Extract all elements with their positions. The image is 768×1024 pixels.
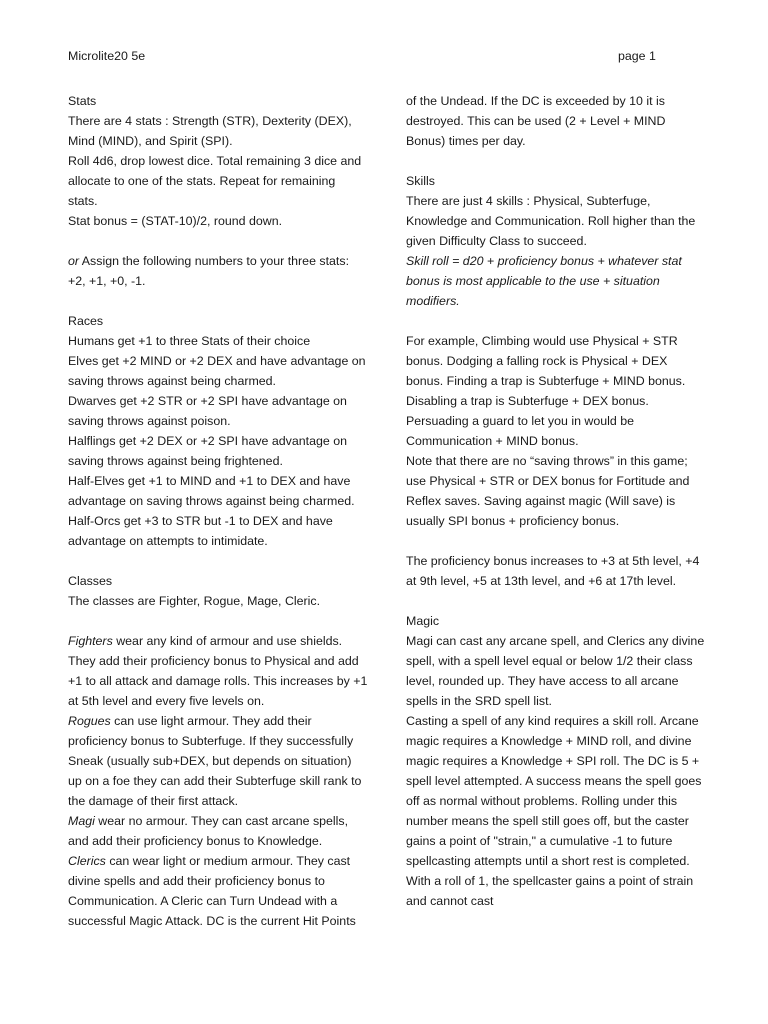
class-rogues-text: can use light armour. They add their proficiency bonus to Subterfuge. If they successfully Sneak (usually sub+DEX, but depends on situation) up on a foe they can add their Subterfuge skill rank to the damage of their first attack. [68,714,362,808]
class-rogues [68,711,368,811]
skills-roll-formula: Skill roll = d20 + proficiency bonus + whatever stat bonus is most applicable to the use + situation modifiers. [406,254,682,308]
class-magi [68,811,368,851]
skills-heading: Skills [406,174,435,188]
race-line-humans: Humans get +1 to three Stats of their choice [68,334,311,348]
class-rogues-name: Rogues [68,714,111,728]
stats-or-word: or [68,254,80,268]
page-number: page 1 [618,49,656,63]
stats-heading: Stats [68,94,97,108]
class-clerics [68,851,368,931]
class-clerics-name: Clerics [68,854,106,868]
magic-paragraph-2: Casting a spell of any kind requires a skill roll. Arcane magic requires a Knowledge + MIND roll, and divine magic requires a Knowledge + SPI roll. The DC is 5 + spell level attempted. A success means the spell goes off as normal without problems. Rolling under this number means the spell still goes off, but the caster gains a point of "strain," a cumulative -1 to future spellcasting attempts until a short rest is completed. With a roll of 1, the spellcaster gains a point of strain and cannot cast [406,714,702,908]
race-line-dwarves: Dwarves get +2 STR or +2 SPI have advantage on saving throws against poison. [68,394,347,428]
magic-heading: Magic [406,614,440,628]
races-heading: Races [68,314,104,328]
stats-paragraph-4 [68,251,368,291]
classes-intro: The classes are Fighter, Rogue, Mage, Cleric. [68,594,321,608]
class-fighters-text: wear any kind of armour and use shields. They add their proficiency bonus to Physical and add +1 to all attack and damage rolls. This increases by +1 at 5th level and every five levels on. [68,634,368,708]
stats-paragraph-2: Roll 4d6, drop lowest dice. Total remaining 3 dice and allocate to one of the stats. Repeat for remaining stats. [68,154,362,208]
class-fighters-name: Fighters [68,634,113,648]
left-column [68,91,368,931]
skills-paragraph-saves: Note that there are no “saving throws” in this game; use Physical + STR or DEX bonus for Fortitude and Reflex saves. Saving against magic (Will save) is usually SPI bonus + proficiency bonus. [406,454,690,528]
stats-assign-text: Assign the following numbers to your three stats: +2, +1, +0, -1. [68,254,350,288]
class-clerics-text: can wear light or medium armour. They cast divine spells and add their proficiency bonus to Communication. A Cleric can Turn Undead with a successful Magic Attack. DC is the current Hit Points [68,854,356,928]
stats-paragraph-1: There are 4 stats : Strength (STR), Dexterity (DEX), Mind (MIND), and Spirit (SPI). [68,114,352,148]
document-title: Microlite20 5e [68,49,146,63]
class-fighters [68,631,368,711]
classes-heading: Classes [68,574,113,588]
skills-paragraph-1: There are just 4 skills : Physical, Subterfuge, Knowledge and Communication. Roll higher than the given Difficulty Class to succeed. [406,194,696,248]
class-magi-name: Magi [68,814,95,828]
skills-paragraph-proficiency: The proficiency bonus increases to +3 at 5th level, +4 at 9th level, +5 at 13th level, and +6 at 17th level. [406,554,700,588]
race-line-halflings: Halflings get +2 DEX or +2 SPI have advantage on saving throws against being frightened. [68,434,347,468]
stats-paragraph-3: Stat bonus = (STAT-10)/2, round down. [68,214,283,228]
race-line-half-orcs: Half-Orcs get +3 to STR but -1 to DEX and have advantage on attempts to intimidate. [68,514,333,548]
race-line-half-elves: Half-Elves get +1 to MIND and +1 to DEX and have advantage on saving throws against being charmed. [68,474,355,508]
right-column [406,91,706,911]
class-magi-text: wear no armour. They can cast arcane spells, and add their proficiency bonus to Knowledge. [68,814,349,848]
class-clerics-continued: of the Undead. If the DC is exceeded by 10 it is destroyed. This can be used (2 + Level + MIND Bonus) times per day. [406,94,666,148]
race-line-elves: Elves get +2 MIND or +2 DEX and have advantage on saving throws against being charmed. [68,354,366,388]
magic-paragraph-1: Magi can cast any arcane spell, and Clerics any divine spell, with a spell level equal or below 1/2 their class level, rounded up. They have access to all arcane spells in the SRD spell list. [406,634,705,708]
skills-paragraph-examples: For example, Climbing would use Physical + STR bonus. Dodging a falling rock is Physical + DEX bonus. Finding a trap is Subterfuge + MIND bonus. Disabling a trap is Subterfuge + DEX bonus. Persuading a guard to let you in would be Communication + MIND bonus. [406,334,686,448]
